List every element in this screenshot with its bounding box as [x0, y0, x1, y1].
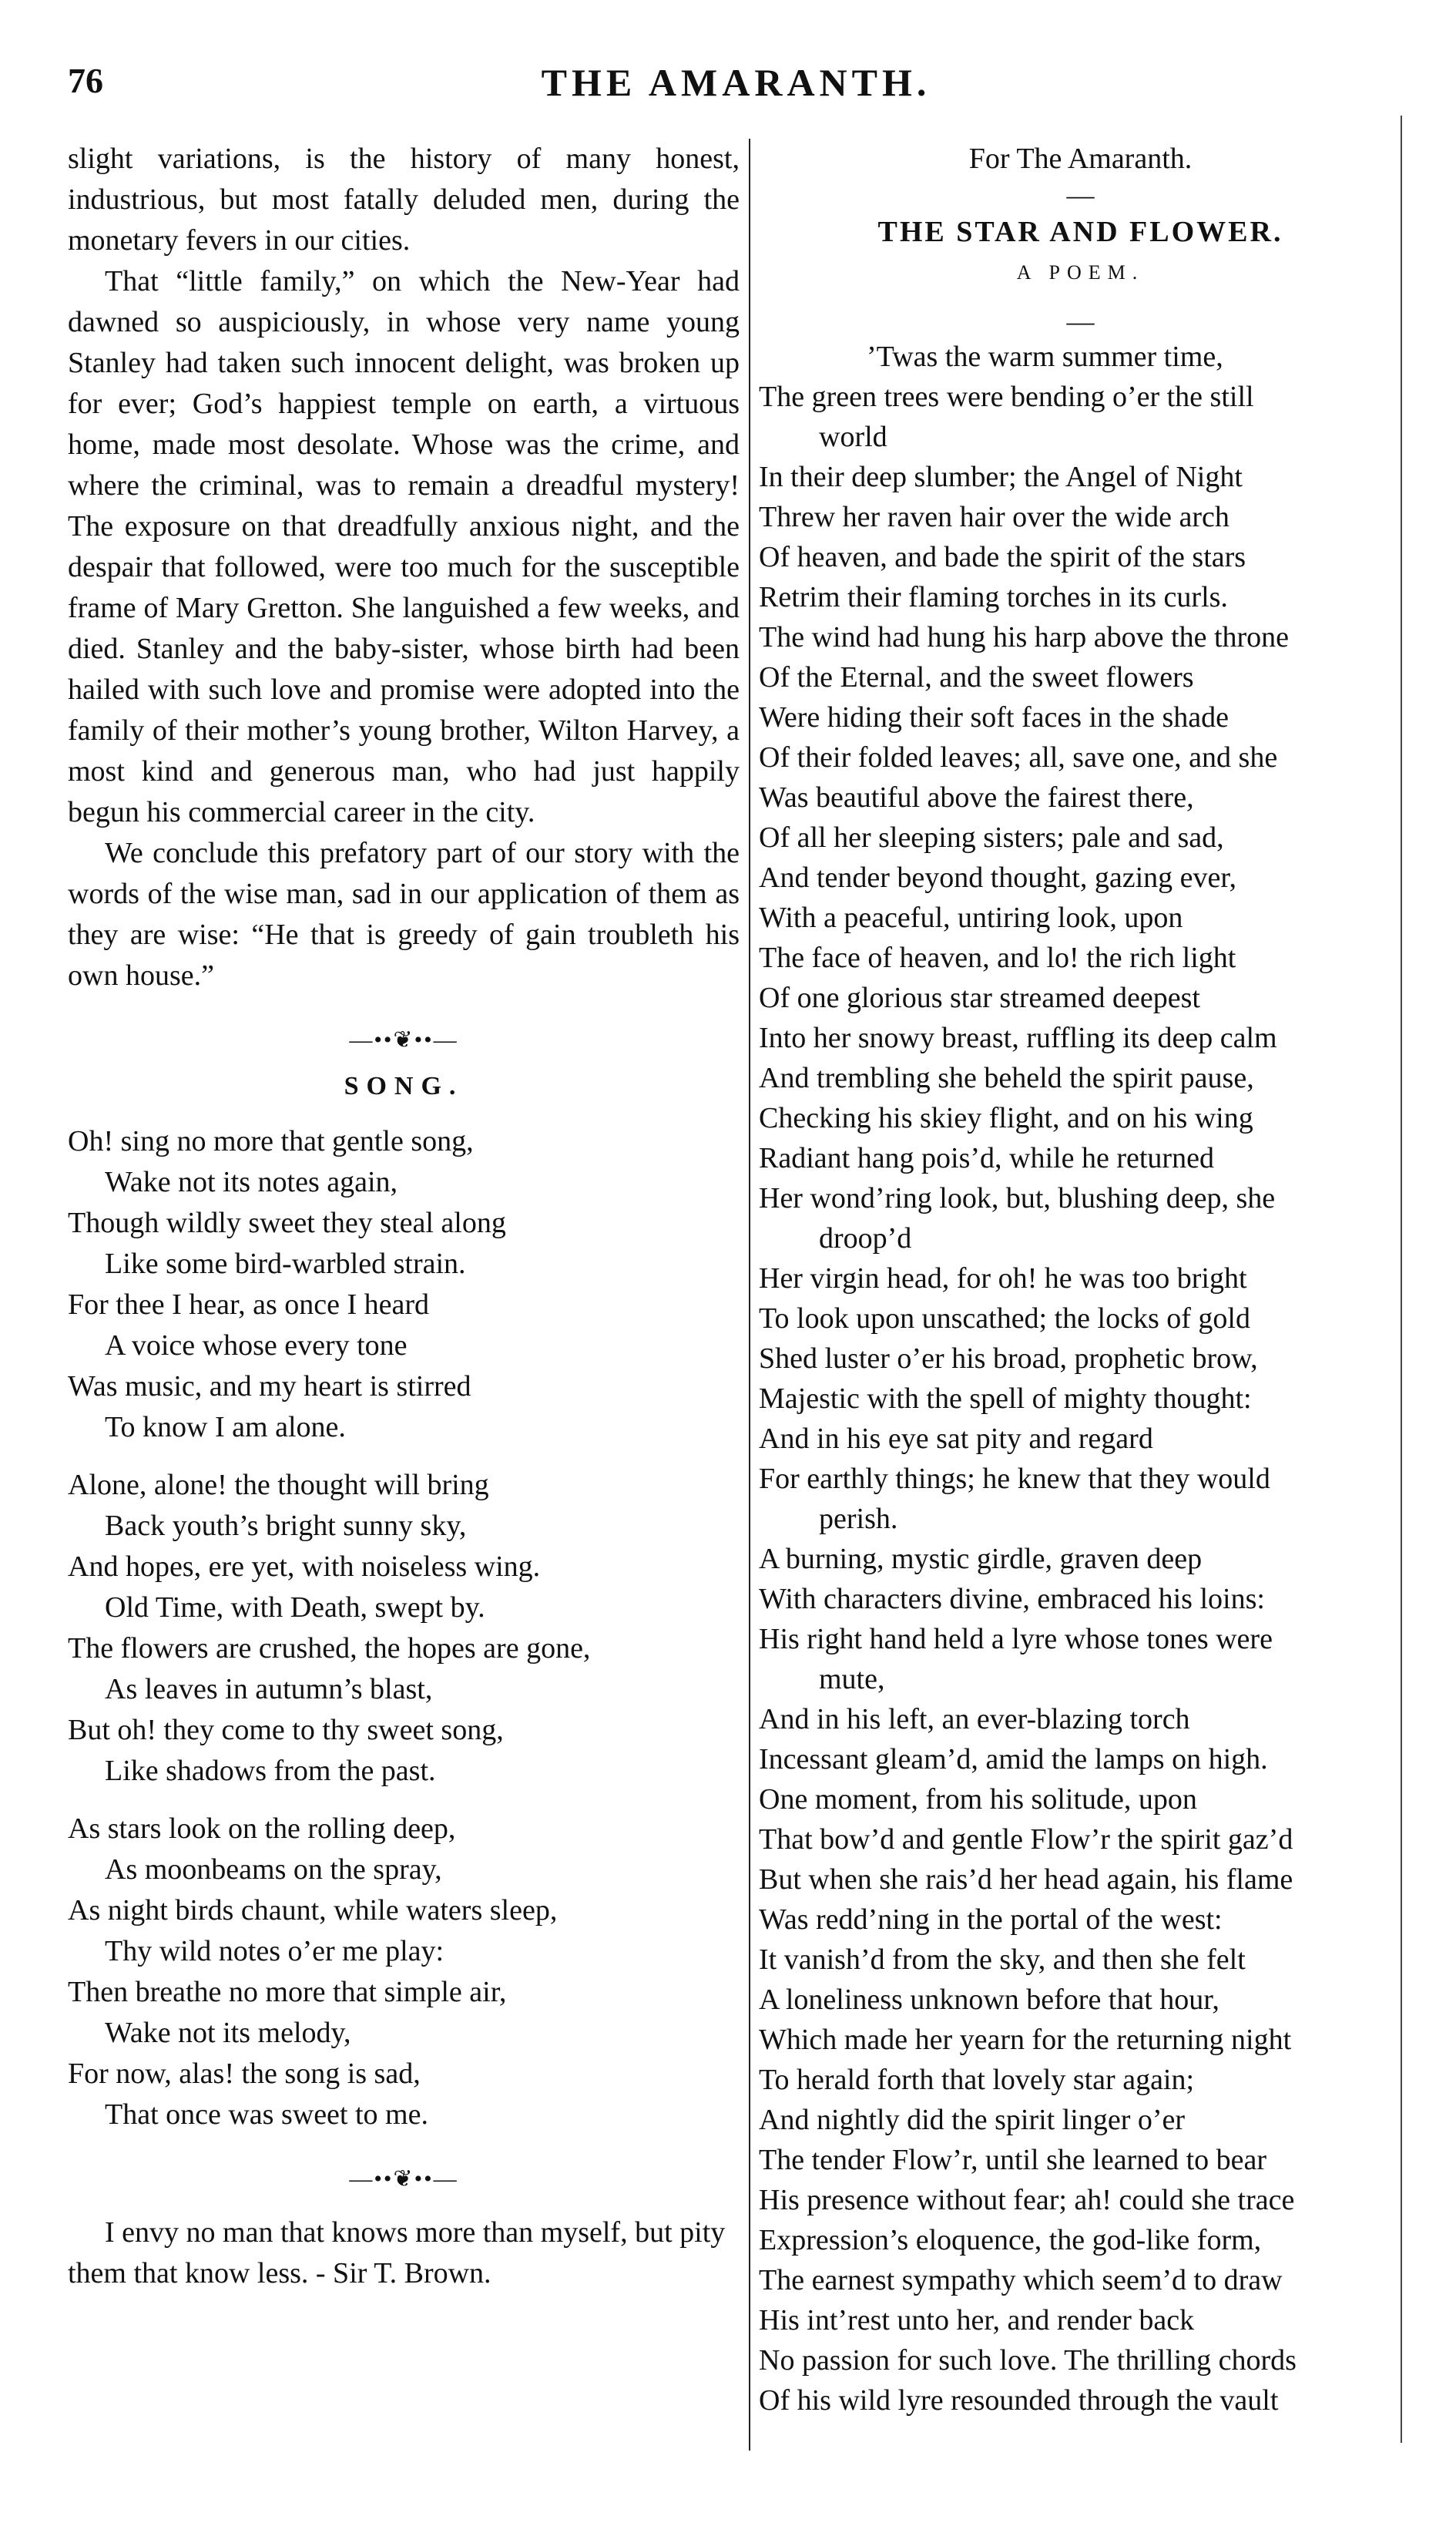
verse-line: With a peaceful, untiring look, upon	[759, 902, 1183, 934]
verse-line: Was music, and my heart is stirred	[68, 1370, 471, 1403]
verse-line: Back youth’s bright sunny sky,	[105, 1510, 467, 1542]
stanza	[68, 1809, 740, 2135]
verse-line: Of heaven, and bade the spirit of the stars	[759, 541, 1246, 573]
verse-line: Which made her yearn for the returning night	[759, 2024, 1292, 2056]
verse-line: For earthly things; he knew that they would	[759, 1463, 1270, 1495]
verse-line: perish.	[819, 1503, 898, 1535]
verse-line: Was beautiful above the fairest there,	[759, 781, 1194, 814]
verse-line: As leaves in autumn’s blast,	[105, 1673, 433, 1705]
verse-line: Though wildly sweet they steal along	[68, 1207, 506, 1239]
running-title: THE AMARANTH.	[541, 61, 931, 104]
verse-line: Like shadows from the past.	[105, 1755, 436, 1787]
verse-line: His right hand held a lyre whose tones were	[759, 1623, 1273, 1655]
verse-line: Was redd’ning in the portal of the west:	[759, 1903, 1223, 1936]
verse-line: In their deep slumber; the Angel of Night	[759, 461, 1243, 493]
verse-line: For now, alas! the song is sad,	[68, 2058, 421, 2090]
stanza	[68, 1121, 740, 1448]
verse-line: Her virgin head, for oh! he was too bright	[759, 1262, 1247, 1295]
verse-line: Threw her raven hair over the wide arch	[759, 501, 1230, 533]
verse-line: His presence without fear; ah! could she trace	[759, 2184, 1295, 2216]
page-header	[68, 60, 1404, 114]
verse-line: The tender Flow’r, until she learned to bear	[759, 2144, 1267, 2176]
verse-line: ’Twas the warm summer time,	[867, 341, 1223, 373]
paragraph: We conclude this prefatory part of our story with the words of the wise man, sad in our application of them as they are wise: “He that is greedy of gain troubleth his own house.”	[68, 837, 740, 992]
verse-line: A voice whose every tone	[105, 1329, 408, 1362]
verse-line: Were hiding their soft faces in the shade	[759, 701, 1230, 734]
verse-line: Of the Eternal, and the sweet flowers	[759, 661, 1194, 694]
verse-line: No passion for such love. The thrilling chords	[759, 2344, 1297, 2377]
ornament-divider-2: —••❦••—	[349, 2166, 458, 2192]
verse-line: Wake not its notes again,	[105, 1166, 398, 1198]
rule-dash: —	[1066, 180, 1095, 210]
verse-line: Her wond’ring look, but, blushing deep, she	[759, 1182, 1276, 1214]
poem-title: THE STAR AND FLOWER.	[877, 216, 1283, 248]
page-number: 76	[68, 61, 103, 100]
verse-line: As moonbeams on the spray,	[105, 1853, 442, 1886]
verse-line: Of all her sleeping sisters; pale and sad,	[759, 821, 1224, 854]
column-divider	[749, 139, 750, 2451]
prose-section	[68, 139, 740, 996]
verse-line: Into her snowy breast, ruffling its deep calm	[759, 1022, 1277, 1054]
attribution: For The Amaranth.	[968, 143, 1193, 175]
verse-line: Thy wild notes o’er me play:	[105, 1935, 445, 1967]
stanza	[68, 1465, 740, 1792]
paragraph: slight variations, is the history of many honest, industrious, but most fatally deluded men, during the monetary fevers in our cities.	[68, 143, 740, 257]
verse-line: Expression’s eloquence, the god-like form,	[759, 2224, 1262, 2256]
verse-line: But when she rais’d her head again, his flame	[759, 1863, 1293, 1896]
star-and-flower-poem	[759, 337, 1402, 2420]
verse-line: Of his wild lyre resounded through the vault	[759, 2384, 1279, 2417]
verse-line: world	[819, 421, 887, 453]
verse-line: Retrim their flaming torches in its curls.	[759, 581, 1228, 613]
poem-subtitle: A POEM.	[1016, 261, 1145, 284]
verse-line: But oh! they come to thy sweet song,	[68, 1714, 504, 1746]
verse-line: As stars look on the rolling deep,	[68, 1812, 456, 1845]
verse-line: To look upon unscathed; the locks of gold	[759, 1302, 1250, 1335]
verse-line: That once was sweet to me.	[105, 2098, 428, 2131]
verse-line: Alone, alone! the thought will bring	[68, 1469, 489, 1501]
verse-line: Of one glorious star streamed deepest	[759, 982, 1200, 1014]
verse-line: Like some bird-warbled strain.	[105, 1248, 466, 1280]
verse-line: To know I am alone.	[105, 1411, 346, 1443]
verse-line: Radiant hang pois’d, while he returned	[759, 1142, 1214, 1174]
verse-line: That bow’d and gentle Flow’r the spirit gaz’d	[759, 1823, 1293, 1856]
right-column	[759, 139, 1402, 2420]
verse-line: Oh! sing no more that gentle song,	[68, 1125, 474, 1157]
verse-line: One moment, from his solitude, upon	[759, 1783, 1197, 1816]
verse-line: Majestic with the spell of mighty thought:	[759, 1382, 1252, 1415]
verse-line: It vanish’d from the sky, and then she felt	[759, 1943, 1246, 1976]
verse-line: And hopes, ere yet, with noiseless wing.	[68, 1550, 541, 1583]
verse-line: As night birds chaunt, while waters sleep,	[68, 1894, 558, 1927]
verse-line: To herald forth that lovely star again;	[759, 2064, 1195, 2096]
verse-line: Shed luster o’er his broad, prophetic brow,	[759, 1342, 1258, 1375]
song-poem	[68, 1121, 740, 2135]
song-title: SONG.	[344, 1072, 464, 1100]
rule-dash-2: —	[1066, 306, 1095, 337]
verse-line: Then breathe no more that simple air,	[68, 1976, 507, 2008]
verse-line: Checking his skiey flight, and on his wing	[759, 1102, 1253, 1134]
verse-line: A loneliness unknown before that hour,	[759, 1984, 1219, 2016]
left-column	[68, 139, 740, 2294]
verse-line: Of their folded leaves; all, save one, and she	[759, 741, 1278, 774]
verse-line: And trembling she beheld the spirit pause,	[759, 1062, 1254, 1094]
verse-line: A burning, mystic girdle, graven deep	[759, 1543, 1203, 1575]
verse-line: The green trees were bending o’er the still	[759, 381, 1254, 413]
verse-line: And in his left, an ever-blazing torch	[759, 1703, 1190, 1735]
verse-line: Incessant gleam’d, amid the lamps on high.	[759, 1743, 1268, 1775]
verse-line: droop’d	[819, 1222, 912, 1255]
verse-line: The flowers are crushed, the hopes are gone,	[68, 1632, 591, 1665]
epigraph: I envy no man that knows more than myself, but pity them that know less. - Sir T. Brown.	[68, 2216, 726, 2289]
verse-line: And tender beyond thought, gazing ever,	[759, 862, 1237, 894]
verse-line: mute,	[819, 1663, 885, 1695]
verse-line: The face of heaven, and lo! the rich light	[759, 942, 1236, 974]
ornament-divider: —••❦••—	[349, 1027, 458, 1053]
verse-line: Wake not its melody,	[105, 2017, 351, 2049]
verse-line: For thee I hear, as once I heard	[68, 1288, 430, 1321]
verse-line: And in his eye sat pity and regard	[759, 1423, 1153, 1455]
verse-line: The earnest sympathy which seem’d to draw	[759, 2264, 1283, 2296]
verse-line: And nightly did the spirit linger o’er	[759, 2104, 1186, 2136]
verse-line: With characters divine, embraced his loins:	[759, 1583, 1265, 1615]
verse-line: Old Time, with Death, swept by.	[105, 1591, 485, 1624]
verse-line: His int’rest unto her, and render back	[759, 2304, 1195, 2336]
paragraph: That “little family,” on which the New-Year had dawned so auspiciously, in whose very name young Stanley had taken such innocent delight, was broken up for ever; God’s happiest temple on earth, a virtuous home, made most desolate. Whose was the crime, and where the criminal, was to remain a dreadful mystery! The exposure on that dreadfully anxious night, and the despair that followed, were too much for the susceptible frame of Mary Gretton. She languished a few weeks, and died. Stanley and the baby-sister, whose birth had been hailed with such love and promise were adopted into the family of their mother’s young brother, Wilton Harvey, a most kind and generous man, who had just happily begun his commercial career in the city.	[68, 265, 740, 828]
verse-line: The wind had hung his harp above the throne	[759, 621, 1290, 653]
